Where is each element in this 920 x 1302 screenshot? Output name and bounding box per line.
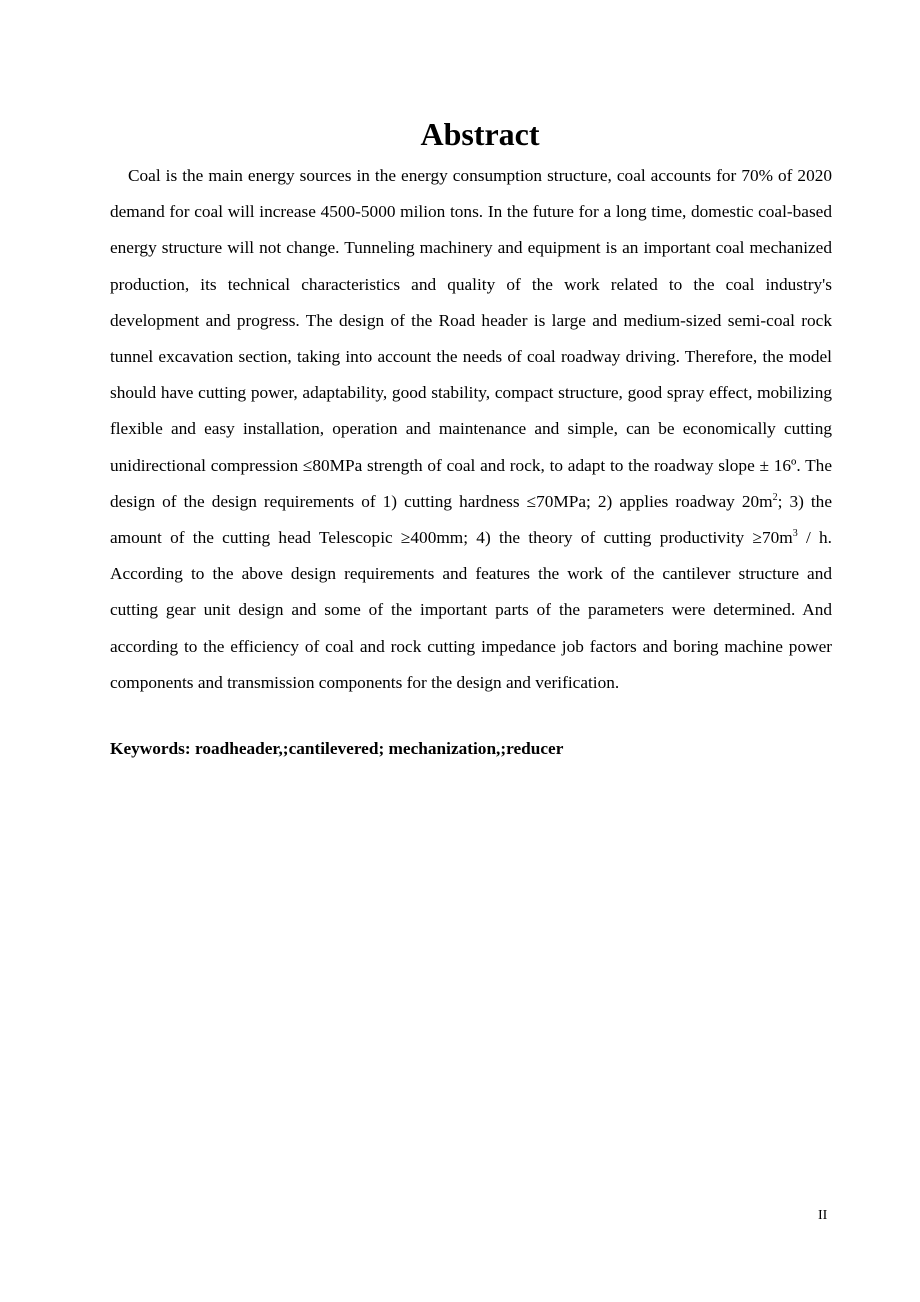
abstract-body: [110, 158, 832, 701]
page-number: II: [818, 1208, 828, 1223]
keywords-line: Keywords: roadheader,;cantilevered; mechanization,;reducer: [110, 739, 564, 758]
abstract-body-segment-3: / h. According to the above design requirements and features the work of the cantilever structure and cutting gear unit design and some of the important parts of the parameters were determined. And according to the efficiency of coal and rock cutting impedance job factors and boring machine power components and transmission components for the design and verification.: [110, 528, 832, 692]
abstract-body-segment-2: ; 3) the amount of the cutting head Telescopic ≥400mm; 4) the theory of cutting productivity ≥70m: [110, 491, 832, 548]
area-unit-superscript: 2: [772, 491, 778, 503]
abstract-body-segment-1: Coal is the main energy sources in the energy consumption structure, coal accounts for 70% of 2020 demand for coal will increase 4500-5000 milion tons. In the future for a long time, domestic coal-based energy structure will not change. Tunneling machinery and equipment is an important coal mechanized production, its technical characteristics and quality of the work related to the coal industry's development and progress. The design of the Road header is large and medium-sized semi-coal rock tunnel excavation section, taking into account the needs of coal roadway driving. Therefore, the model should have cutting power, adaptability, good stability, compact structure, good spray effect, mobilizing flexible and easy installation, operation and maintenance and simple, can be economically cutting unidirectional compression ≤80MPa strength of coal and rock, to adapt to the roadway slope ± 16º. The design of the design requirements of 1) cutting hardness ≤70MPa; 2) applies roadway 20m: [110, 166, 832, 511]
abstract-title: Abstract: [420, 116, 540, 152]
volume-unit-superscript: 3: [792, 528, 798, 540]
